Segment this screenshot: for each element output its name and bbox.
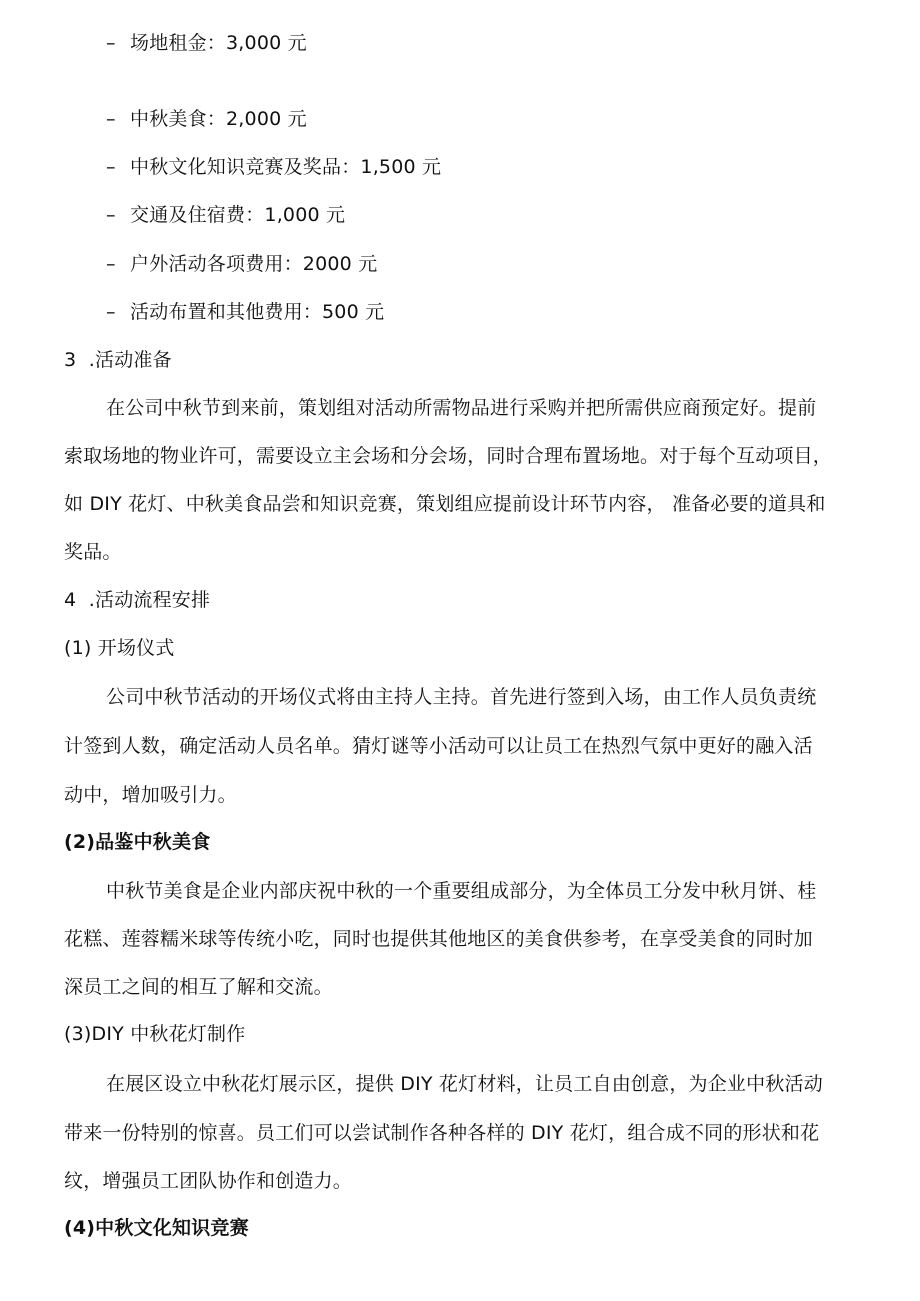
- budget-item: [106, 203, 906, 227]
- budget-item: [106, 155, 906, 179]
- dash-bullet: –: [106, 156, 116, 178]
- budget-item-text: 中秋美食：2,000 元: [130, 108, 307, 130]
- budget-item-text: 交通及住宿费：1,000 元: [130, 204, 346, 226]
- paragraph-line: 深员工之间的相互了解和交流。: [64, 976, 333, 998]
- paragraph-line: 公司中秋节活动的开场仪式将由主持人主持。首先进行签到入场，由工作人员负责统: [106, 686, 817, 708]
- paragraph-line: 奖品。: [64, 541, 122, 563]
- dash-bullet: –: [106, 253, 116, 275]
- section-3-heading: 3 .活动准备: [64, 349, 172, 371]
- subsection-heading: (2)品鉴中秋美食: [64, 831, 211, 853]
- subsection-heading: (1) 开场仪式: [64, 637, 175, 659]
- paragraph-line: 中秋节美食是企业内部庆祝中秋的一个重要组成部分，为全体员工分发中秋月饼、桂: [106, 880, 817, 902]
- budget-item-text: 场地租金：3,000 元: [130, 32, 307, 54]
- budget-item: [106, 107, 906, 131]
- subsection-heading: (3)DIY 中秋花灯制作: [64, 1023, 246, 1045]
- budget-item-text: 中秋文化知识竞赛及奖品：1,500 元: [130, 156, 442, 178]
- section-4-heading: 4 .活动流程安排: [64, 589, 211, 611]
- budget-item-text: 户外活动各项费用：2000 元: [130, 253, 378, 275]
- dash-bullet: –: [106, 204, 116, 226]
- paragraph-line: 在展区设立中秋花灯展示区，提供 DIY 花灯材料，让员工自由创意，为企业中秋活动: [106, 1073, 823, 1095]
- paragraph-line: 纹，增强员工团队协作和创造力。: [64, 1170, 353, 1192]
- dash-bullet: –: [106, 301, 116, 323]
- budget-item: [106, 31, 906, 55]
- paragraph-line: 在公司中秋节到来前，策划组对活动所需物品进行采购并把所需供应商预定好。提前: [106, 397, 817, 419]
- dash-bullet: –: [106, 32, 116, 54]
- paragraph-line: 带来一份特别的惊喜。员工们可以尝试制作各种各样的 DIY 花灯，组合成不同的形状和花: [64, 1122, 820, 1144]
- paragraph-line: 如 DIY 花灯、中秋美食品尝和知识竞赛，策划组应提前设计环节内容， 准备必要的道具和: [64, 493, 826, 515]
- paragraph-line: 动中，增加吸引力。: [64, 784, 237, 806]
- paragraph-line: 计签到人数，确定活动人员名单。猜灯谜等小活动可以让员工在热烈气氛中更好的融入活: [64, 735, 813, 757]
- budget-item-text: 活动布置和其他费用：500 元: [130, 301, 385, 323]
- budget-item: [106, 252, 906, 276]
- paragraph-line: 花糕、莲蓉糯米球等传统小吃，同时也提供其他地区的美食供参考，在享受美食的同时加: [64, 928, 813, 950]
- budget-item: [106, 300, 906, 324]
- dash-bullet: –: [106, 108, 116, 130]
- subsection-heading: (4)中秋文化知识竞赛: [64, 1217, 249, 1239]
- paragraph-line: 索取场地的物业许可，需要设立主会场和分会场，同时合理布置场地。对于每个互动项目，: [64, 445, 833, 467]
